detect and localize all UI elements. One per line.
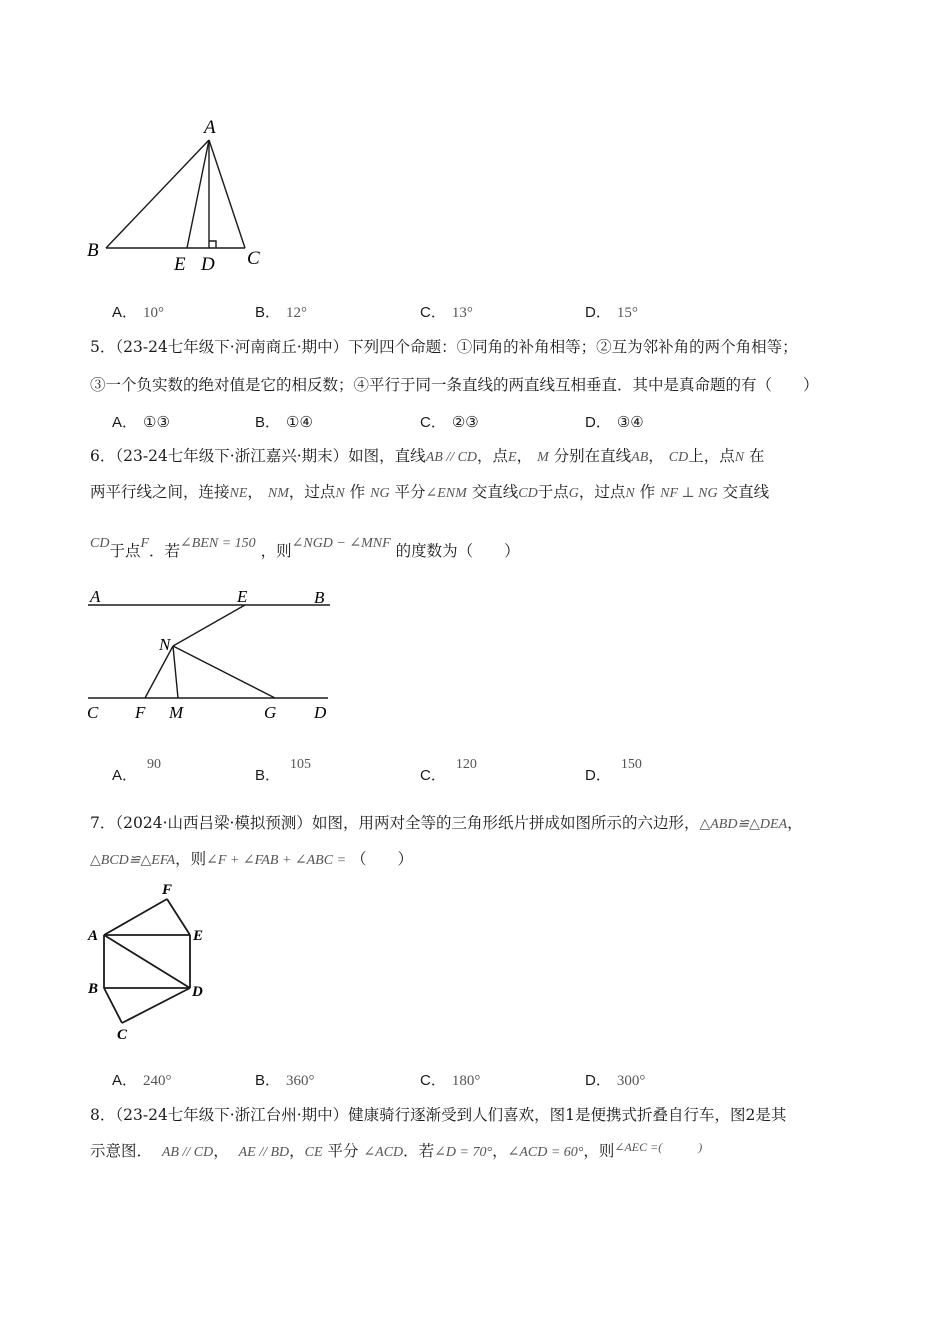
q5-option-c[interactable]: C． ②③: [420, 413, 479, 431]
label-N: N: [159, 635, 171, 654]
q4-option-c[interactable]: C． 13°: [420, 304, 473, 321]
q5-source: （23-24七年级下·河南商丘·期中）: [115, 338, 349, 356]
segment-NE: [173, 605, 245, 646]
label-B: B: [314, 588, 325, 607]
segment-AF: [104, 899, 167, 935]
segment-AC: [209, 140, 245, 248]
q8-line-1: 8．（23-24七年级下·浙江台州·期中）健康骑行逐渐受到人们喜欢，图1是便携式折叠自行车，图2是其: [90, 1106, 787, 1124]
segment-AD: [104, 935, 190, 988]
q6-option-b[interactable]: B．105: [255, 757, 312, 784]
label-A: A: [90, 587, 101, 606]
label-B: B: [87, 240, 99, 261]
q5-option-a[interactable]: A． ①③: [112, 413, 170, 431]
segment-CD: [122, 988, 190, 1023]
q4-option-a[interactable]: A． 10°: [112, 304, 165, 321]
q6-line-2: 两平行线之间，连接NE， NM，过点N 作 NG 平分∠ENM 交直线CD于点G，过点N 作 NF ⊥ NG 交直线: [90, 483, 770, 501]
label-A: A: [204, 117, 216, 138]
label-C: C: [117, 1027, 128, 1043]
triangle-figure-q4: [80, 110, 280, 280]
label-D: D: [201, 254, 215, 275]
q7-source: （2024·山西吕梁·模拟预测）: [115, 814, 312, 832]
segment-AE: [187, 140, 209, 248]
q8-line-2: 示意图． AB // CD， AE // BD，CE 平分 ∠ACD．若∠D = 70°，∠ACD = 60°，则$^{\angle AEC =( )}$: [90, 1140, 703, 1160]
q6-option-d[interactable]: D．150: [585, 757, 642, 784]
label-B: B: [88, 981, 99, 997]
q6-line-3: CD于点F．若∠BEN = 150 ，则∠NGD − ∠MNF 的度数为（ ）: [90, 536, 520, 560]
label-F: F: [135, 703, 146, 722]
q5-line-1: 5．（23-24七年级下·河南商丘·期中）下列四个命题：①同角的补角相等；②互为邻补角的两个角相等；: [90, 338, 798, 356]
parallel-lines-figure-q6: [80, 583, 340, 728]
q7-number: 7．: [90, 814, 116, 832]
q7-option-d[interactable]: D． 300°: [585, 1072, 646, 1089]
q6-option-c[interactable]: C．120: [420, 757, 477, 784]
label-A: A: [88, 928, 99, 944]
segment-BC: [104, 988, 122, 1023]
label-D: D: [192, 984, 203, 1000]
label-G: G: [264, 703, 277, 722]
segment-FE: [167, 899, 190, 935]
q6-line-1: 6．（23-24七年级下·浙江嘉兴·期末）如图，直线AB // CD，点E， M 分别在直线AB， CD上，点N 在: [90, 447, 765, 465]
label-C: C: [87, 703, 99, 722]
segment-NG: [173, 646, 275, 698]
q7-line-1: 7．（2024·山西吕梁·模拟预测）如图，用两对全等的三角形纸片拼成如图所示的六边形，△ABD≌△DEA，: [90, 814, 803, 832]
hexagon-figure-q7: [80, 875, 230, 1050]
q6-source: （23-24七年级下·浙江嘉兴·期末）: [115, 447, 349, 465]
q8-number: 8．: [90, 1106, 116, 1124]
q7-option-c[interactable]: C． 180°: [420, 1072, 481, 1089]
label-E: E: [174, 254, 186, 275]
q5-option-d[interactable]: D． ③④: [585, 413, 644, 431]
q7-option-b[interactable]: B． 360°: [255, 1072, 315, 1089]
label-C: C: [247, 248, 260, 269]
q6-option-a[interactable]: A．90: [112, 757, 162, 784]
q7-line-2: △BCD≌△EFA，则∠F + ∠FAB + ∠ABC = （ ）: [90, 850, 413, 868]
label-D: D: [314, 703, 327, 722]
label-F: F: [162, 882, 173, 898]
q6-number: 6．: [90, 447, 116, 465]
q5-line-2: ③一个负实数的绝对值是它的相反数；④平行于同一条直线的两直线互相垂直．其中是真命题的有（ ）: [90, 376, 819, 394]
label-E: E: [193, 928, 204, 944]
label-E: E: [237, 587, 248, 606]
q5-option-b[interactable]: B． ①④: [255, 413, 313, 431]
segment-AB: [106, 140, 209, 248]
q5-number: 5．: [90, 338, 116, 356]
q7-option-a[interactable]: A． 240°: [112, 1072, 172, 1089]
right-angle-mark: [209, 241, 216, 248]
q4-option-b[interactable]: B． 12°: [255, 304, 308, 321]
label-M: M: [169, 703, 184, 722]
q8-source: （23-24七年级下·浙江台州·期中）: [115, 1106, 349, 1124]
q4-option-d[interactable]: D． 15°: [585, 304, 638, 321]
segment-NM: [173, 646, 178, 698]
